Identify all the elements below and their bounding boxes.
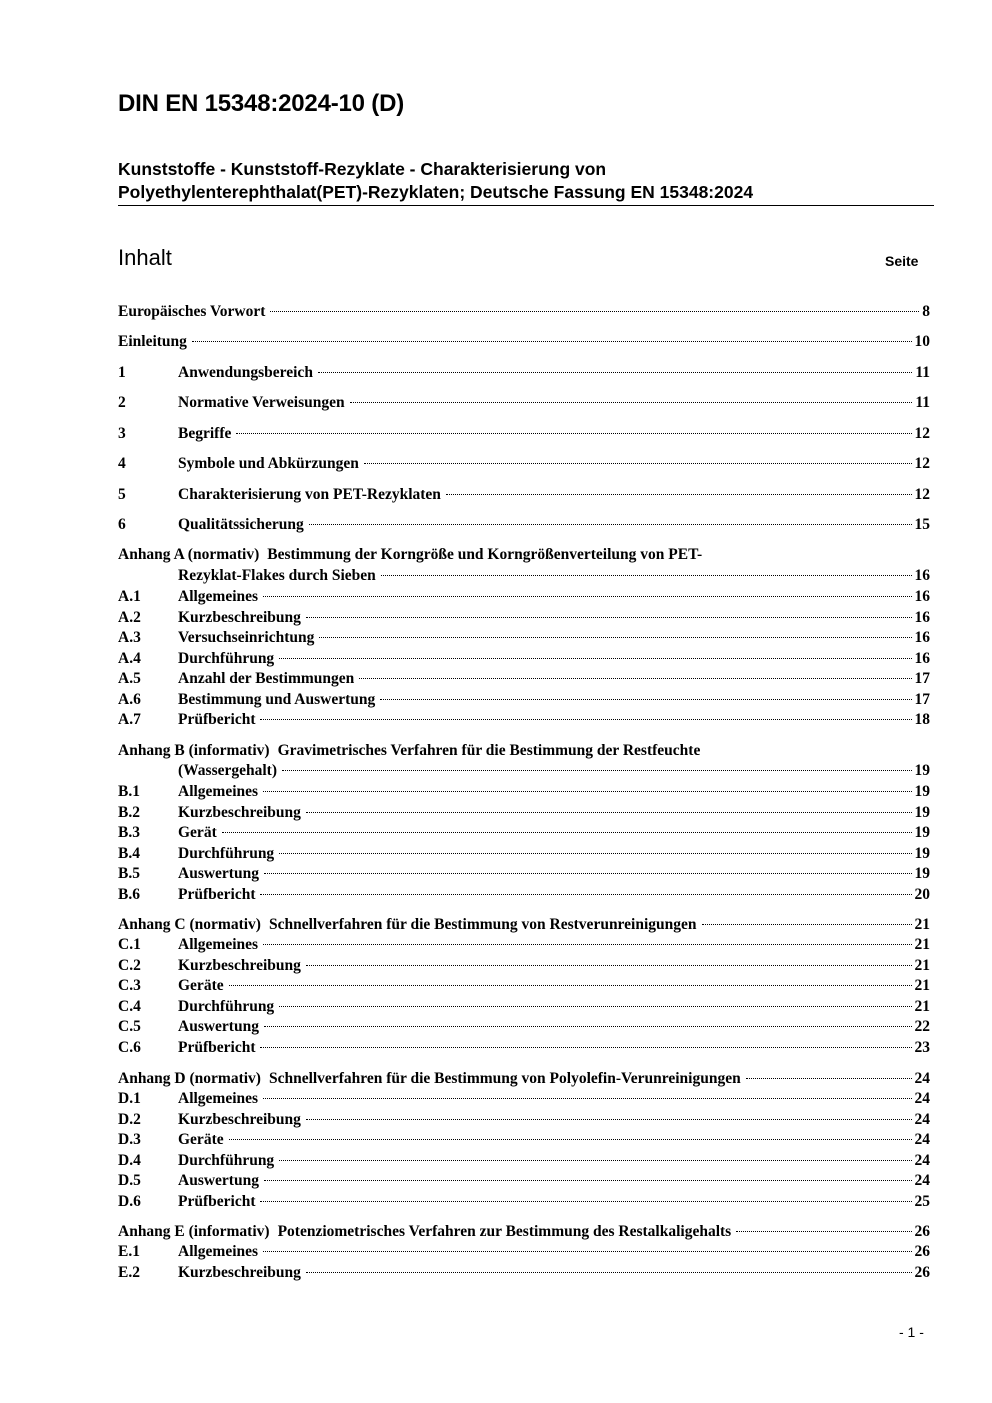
dot-leader bbox=[446, 494, 912, 495]
dot-leader bbox=[746, 1078, 912, 1079]
annex-c-item[interactable] bbox=[118, 1017, 930, 1037]
annex-a-item[interactable] bbox=[118, 669, 930, 689]
annex-d-item[interactable] bbox=[118, 1171, 930, 1191]
annex-d-item[interactable] bbox=[118, 1192, 930, 1212]
toc-entry[interactable] bbox=[118, 363, 930, 383]
toc-entry-number: B.1 bbox=[118, 783, 140, 800]
toc-entry-page: 24 bbox=[914, 1172, 930, 1189]
dot-leader bbox=[236, 433, 911, 434]
dot-leader bbox=[364, 463, 912, 464]
toc-entry-page: 19 bbox=[914, 824, 930, 841]
annex-title: Schnellverfahren für die Bestimmung von Polyolefin-Verunreinigungen bbox=[268, 1070, 741, 1087]
toc-entry-title: Auswertung bbox=[178, 1018, 259, 1035]
toc-entry-title: Durchführung bbox=[178, 649, 275, 667]
toc-entry-number: C.1 bbox=[118, 936, 141, 953]
toc-entry-title: Versuchseinrichtung bbox=[178, 629, 315, 646]
annex-b-item[interactable] bbox=[118, 823, 930, 843]
toc-entry-page: 21 bbox=[914, 977, 930, 994]
toc-entry-page: 21 bbox=[914, 956, 930, 974]
toc-entry-page: 24 bbox=[914, 1110, 930, 1128]
toc-entry-title: Begriffe bbox=[178, 425, 232, 442]
dot-leader bbox=[319, 637, 911, 638]
toc-entry-page: 19 bbox=[914, 762, 930, 779]
toc-heading: Inhalt bbox=[118, 245, 172, 270]
annex-d-item[interactable] bbox=[118, 1110, 930, 1130]
subtitle-divider bbox=[118, 205, 934, 206]
toc-entry-page: 19 bbox=[914, 783, 930, 800]
annex-label: Anhang D (normativ) bbox=[118, 1070, 261, 1087]
toc-entry-title: Allgemeines bbox=[178, 783, 259, 800]
dot-leader bbox=[736, 1231, 911, 1232]
toc-entry-number: A.3 bbox=[118, 629, 141, 646]
toc-entry-title: Kurzbeschreibung bbox=[178, 1263, 301, 1281]
toc-entry-title: Allgemeines bbox=[178, 936, 259, 953]
toc-entry-number: D.3 bbox=[118, 1131, 141, 1148]
dot-leader bbox=[264, 873, 912, 874]
toc-entry-number: 2 bbox=[118, 394, 126, 411]
dot-leader bbox=[263, 596, 911, 597]
toc-entry-number: 1 bbox=[118, 364, 126, 381]
toc-entry-title: Allgemeines bbox=[178, 1243, 259, 1260]
toc-entry-number: C.4 bbox=[118, 997, 141, 1015]
annex-a-heading[interactable] bbox=[118, 545, 930, 565]
toc-entry-number: D.6 bbox=[118, 1192, 141, 1210]
toc-entry-title: Durchführung bbox=[178, 997, 275, 1015]
toc-entry[interactable] bbox=[118, 485, 930, 505]
annex-c-heading[interactable] bbox=[118, 915, 930, 935]
toc-entry-number: C.2 bbox=[118, 956, 141, 974]
toc-entry-number: E.1 bbox=[118, 1243, 140, 1260]
toc-entry-page: 17 bbox=[914, 690, 930, 708]
toc-entry-title: Geräte bbox=[178, 1131, 224, 1148]
toc-entry-title: Geräte bbox=[178, 977, 224, 994]
toc-entry-page: 19 bbox=[914, 865, 930, 882]
dot-leader bbox=[359, 678, 911, 679]
dot-leader bbox=[260, 719, 911, 720]
dot-leader bbox=[264, 1180, 912, 1181]
annex-e-heading[interactable] bbox=[118, 1222, 930, 1242]
dot-leader bbox=[229, 985, 912, 986]
dot-leader bbox=[306, 812, 912, 813]
toc-entry-number: A.6 bbox=[118, 690, 141, 708]
toc-entry-title: Prüfbericht bbox=[178, 1192, 256, 1210]
toc-entry-title: Allgemeines bbox=[178, 588, 259, 605]
toc-entry[interactable] bbox=[118, 332, 930, 352]
annex-a-item[interactable] bbox=[118, 608, 930, 628]
dot-leader bbox=[702, 924, 912, 925]
annex-a-item[interactable] bbox=[118, 628, 930, 648]
annex-d-item[interactable] bbox=[118, 1151, 930, 1171]
annex-title-cont: Rezyklat-Flakes durch Sieben bbox=[178, 567, 376, 584]
annex-e-item[interactable] bbox=[118, 1263, 930, 1283]
annex-label: Anhang E (informativ) bbox=[118, 1223, 270, 1240]
annex-title: Bestimmung der Korngröße und Korngrößenverteilung von PET- bbox=[267, 546, 703, 563]
toc-entry-number: E.2 bbox=[118, 1263, 140, 1281]
toc-entry-number: 3 bbox=[118, 425, 126, 442]
toc-entry-number: A.2 bbox=[118, 608, 141, 626]
toc-entry-page: 24 bbox=[914, 1090, 930, 1107]
toc-entry-number: D.4 bbox=[118, 1151, 141, 1169]
toc-entry-title: Charakterisierung von PET-Rezyklaten bbox=[178, 486, 441, 503]
dot-leader bbox=[306, 617, 912, 618]
annex-b-item[interactable] bbox=[118, 864, 930, 884]
toc-entry-page: 11 bbox=[915, 394, 930, 411]
annex-d-item[interactable] bbox=[118, 1130, 930, 1150]
toc-entry-number: C.6 bbox=[118, 1038, 141, 1056]
toc-entry-page: 22 bbox=[914, 1018, 930, 1035]
toc-entry-number: B.3 bbox=[118, 824, 140, 841]
annex-d-heading[interactable] bbox=[118, 1069, 930, 1089]
annex-label: Anhang B (informativ) bbox=[118, 742, 270, 759]
subtitle-line-1: Kunststoffe - Kunststoff-Rezyklate - Charakterisierung von bbox=[118, 159, 607, 179]
dot-leader bbox=[306, 1119, 912, 1120]
toc-entry-page: 16 bbox=[914, 629, 930, 646]
dot-leader bbox=[350, 402, 913, 403]
subtitle-line-2: Polyethylenterephthalat(PET)-Rezyklaten; Deutsche Fassung EN 15348:2024 bbox=[118, 182, 754, 202]
annex-e-item[interactable] bbox=[118, 1242, 930, 1262]
document-subtitle bbox=[118, 158, 934, 204]
toc-entry-page: 15 bbox=[914, 516, 930, 533]
annex-a-item[interactable] bbox=[118, 587, 930, 607]
toc-entry-title: Prüfbericht bbox=[178, 1038, 256, 1056]
toc-entry-page: 24 bbox=[914, 1151, 930, 1169]
toc-entry-title: Einleitung bbox=[118, 333, 187, 350]
toc-entry[interactable] bbox=[118, 302, 930, 322]
toc-entry-title: Kurzbeschreibung bbox=[178, 956, 301, 974]
toc-entry-page: 10 bbox=[914, 333, 930, 350]
toc-entry[interactable] bbox=[118, 515, 930, 535]
toc-entry-title: Anzahl der Bestimmungen bbox=[178, 670, 355, 687]
annex-a-heading-cont[interactable] bbox=[118, 566, 930, 586]
toc-entry-title: Allgemeines bbox=[178, 1090, 259, 1107]
toc-entry-number: D.1 bbox=[118, 1090, 141, 1107]
toc-entry-page: 12 bbox=[914, 425, 930, 442]
annex-a-item[interactable] bbox=[118, 710, 930, 730]
toc-entry-title: Kurzbeschreibung bbox=[178, 803, 301, 821]
annex-a-item[interactable] bbox=[118, 690, 930, 710]
annex-title: Gravimetrisches Verfahren für die Bestimmung der Restfeuchte bbox=[277, 742, 701, 759]
dot-leader bbox=[263, 944, 911, 945]
toc-entry-number: A.1 bbox=[118, 588, 141, 605]
toc-entry-title: Prüfbericht bbox=[178, 885, 256, 903]
toc-entry-number: B.5 bbox=[118, 865, 140, 882]
toc-entry-number: D.5 bbox=[118, 1172, 141, 1189]
toc-entry-page: 19 bbox=[914, 844, 930, 862]
toc-entry-page: 26 bbox=[914, 1243, 930, 1260]
annex-c-item[interactable] bbox=[118, 997, 930, 1017]
toc-entry-number: A.4 bbox=[118, 649, 141, 667]
dot-leader bbox=[279, 658, 911, 659]
toc-entry-number: B.6 bbox=[118, 885, 140, 903]
dot-leader bbox=[263, 791, 911, 792]
toc-entry-number: B.4 bbox=[118, 844, 140, 862]
dot-leader bbox=[229, 1139, 912, 1140]
toc-entry-page: 16 bbox=[914, 608, 930, 626]
annex-c-item[interactable] bbox=[118, 1038, 930, 1058]
dot-leader bbox=[306, 965, 912, 966]
toc-entry-title: Auswertung bbox=[178, 1172, 259, 1189]
toc-entry-page: 26 bbox=[914, 1223, 930, 1240]
toc-entry-page: 21 bbox=[914, 936, 930, 953]
toc-entry-page: 26 bbox=[914, 1263, 930, 1281]
dot-leader bbox=[192, 341, 912, 342]
dot-leader bbox=[381, 575, 912, 576]
annex-c-item[interactable] bbox=[118, 976, 930, 996]
annex-label: Anhang A (normativ) bbox=[118, 546, 260, 563]
toc-entry-title: Symbole und Abkürzungen bbox=[178, 455, 359, 472]
toc-entry-page: 23 bbox=[914, 1038, 930, 1056]
toc-page-label: Seite bbox=[885, 253, 919, 269]
annex-d-item[interactable] bbox=[118, 1089, 930, 1109]
toc-entry-page: 11 bbox=[915, 364, 930, 381]
toc-entry-title: Prüfbericht bbox=[178, 711, 256, 728]
toc-entry-number: D.2 bbox=[118, 1110, 141, 1128]
annex-b-item[interactable] bbox=[118, 803, 930, 823]
toc-entry-page: 8 bbox=[922, 303, 930, 320]
toc-entry-page: 24 bbox=[914, 1070, 930, 1087]
page-number: - 1 - bbox=[899, 1324, 924, 1340]
dot-leader bbox=[282, 770, 911, 771]
toc-entry-page: 12 bbox=[914, 486, 930, 503]
annex-title-cont: (Wassergehalt) bbox=[178, 762, 278, 779]
annex-title: Schnellverfahren für die Bestimmung von Restverunreinigungen bbox=[268, 916, 697, 933]
annex-b-item[interactable] bbox=[118, 885, 930, 905]
annex-c-item[interactable] bbox=[118, 956, 930, 976]
toc-entry-page: 16 bbox=[914, 588, 930, 605]
document-id: DIN EN 15348:2024-10 (D) bbox=[118, 90, 405, 117]
toc-entry-page: 21 bbox=[914, 997, 930, 1015]
dot-leader bbox=[263, 1098, 911, 1099]
annex-b-heading-cont[interactable] bbox=[118, 761, 930, 781]
toc-entry[interactable] bbox=[118, 454, 930, 474]
toc-entry-number: 5 bbox=[118, 486, 126, 503]
toc-entry-page: 21 bbox=[914, 916, 930, 933]
dot-leader bbox=[260, 894, 911, 895]
annex-c-item[interactable] bbox=[118, 935, 930, 955]
toc-entry-title: Durchführung bbox=[178, 1151, 275, 1169]
toc-entry-page: 18 bbox=[914, 711, 930, 728]
toc-entry-number: 6 bbox=[118, 516, 126, 533]
annex-label: Anhang C (normativ) bbox=[118, 916, 261, 933]
dot-leader bbox=[222, 832, 912, 833]
dot-leader bbox=[279, 853, 911, 854]
annex-a-item[interactable] bbox=[118, 649, 930, 669]
toc-entry-title: Bestimmung und Auswertung bbox=[178, 690, 376, 708]
toc-entry-number: B.2 bbox=[118, 803, 140, 821]
toc-entry-number: 4 bbox=[118, 455, 126, 472]
dot-leader bbox=[380, 699, 911, 700]
toc-entry-page: 12 bbox=[914, 455, 930, 472]
dot-leader bbox=[260, 1201, 911, 1202]
toc-entry-page: 16 bbox=[914, 649, 930, 667]
toc-entry[interactable] bbox=[118, 393, 930, 413]
dot-leader bbox=[306, 1272, 912, 1273]
toc-entry-title: Auswertung bbox=[178, 865, 259, 882]
dot-leader bbox=[279, 1006, 911, 1007]
toc-entry-page: 16 bbox=[914, 567, 930, 584]
toc-entry-title: Normative Verweisungen bbox=[178, 394, 345, 411]
toc-entry-title: Gerät bbox=[178, 824, 217, 841]
toc-entry-title: Qualitätssicherung bbox=[178, 516, 304, 533]
toc-entry-title: Anwendungsbereich bbox=[178, 364, 313, 381]
dot-leader bbox=[309, 524, 912, 525]
toc-entry-page: 17 bbox=[914, 670, 930, 687]
dot-leader bbox=[279, 1160, 911, 1161]
toc-entry-number: C.5 bbox=[118, 1018, 141, 1035]
toc-entry-page: 20 bbox=[914, 885, 930, 903]
toc-entry-title: Durchführung bbox=[178, 844, 275, 862]
dot-leader bbox=[270, 311, 919, 312]
toc-entry-page: 24 bbox=[914, 1131, 930, 1148]
toc-entry-title: Europäisches Vorwort bbox=[118, 303, 266, 320]
toc-entry[interactable] bbox=[118, 424, 930, 444]
dot-leader bbox=[318, 372, 912, 373]
annex-b-item[interactable] bbox=[118, 844, 930, 864]
toc-entry-number: A.7 bbox=[118, 711, 141, 728]
toc-entry-title: Kurzbeschreibung bbox=[178, 608, 301, 626]
dot-leader bbox=[263, 1251, 911, 1252]
annex-title: Potenziometrisches Verfahren zur Bestimmung des Restalkaligehalts bbox=[277, 1223, 732, 1240]
toc-entry-title: Kurzbeschreibung bbox=[178, 1110, 301, 1128]
annex-b-item[interactable] bbox=[118, 782, 930, 802]
toc-entry-number: A.5 bbox=[118, 670, 141, 687]
dot-leader bbox=[260, 1047, 911, 1048]
toc-entry-page: 25 bbox=[914, 1192, 930, 1210]
dot-leader bbox=[264, 1026, 912, 1027]
annex-b-heading[interactable] bbox=[118, 741, 930, 761]
toc-entry-number: C.3 bbox=[118, 977, 141, 994]
toc-entry-page: 19 bbox=[914, 803, 930, 821]
